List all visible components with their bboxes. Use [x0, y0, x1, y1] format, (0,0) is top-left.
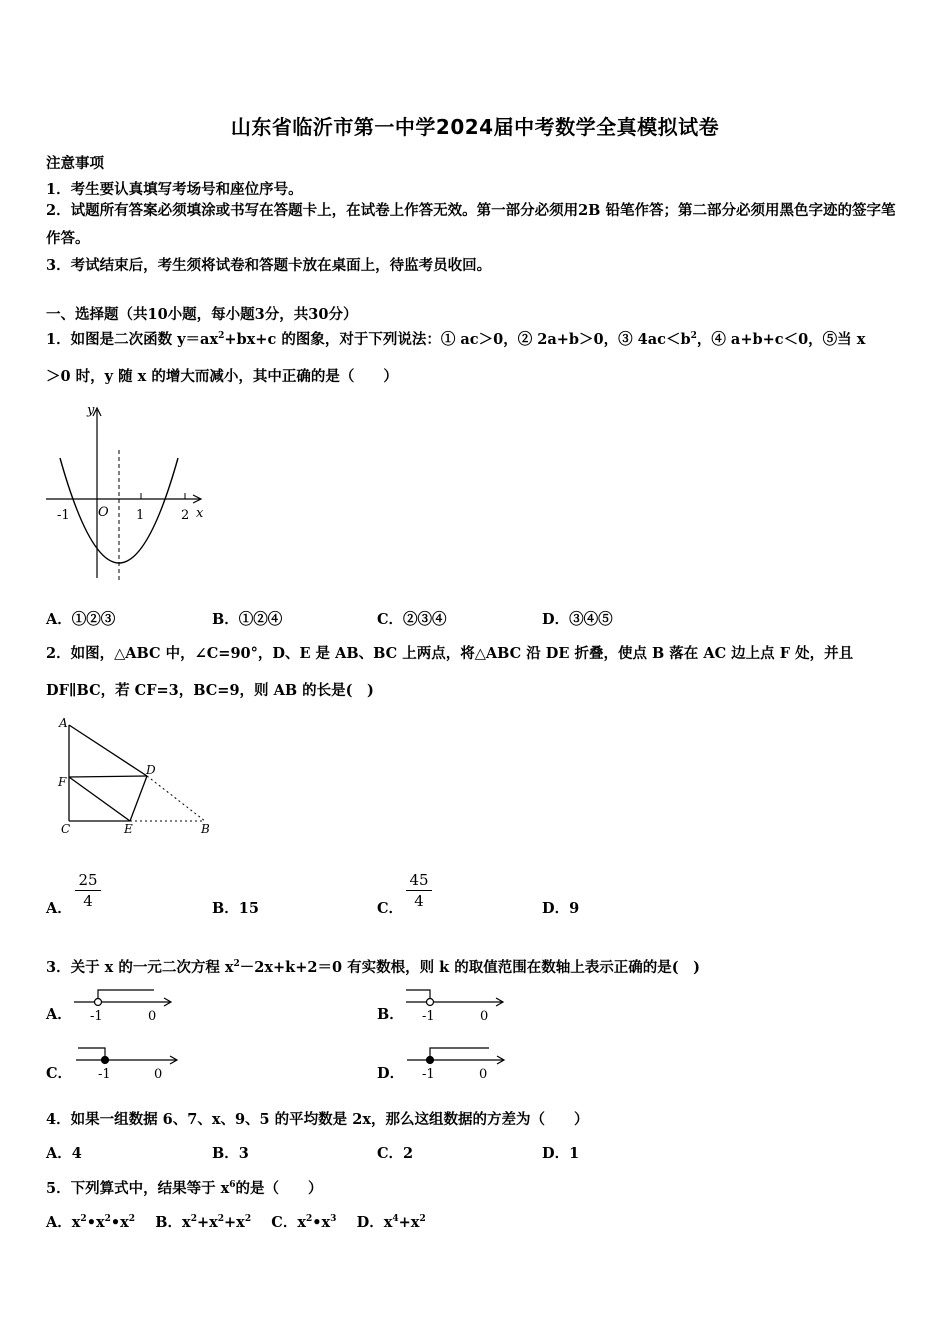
- label-f: F: [58, 775, 67, 789]
- x-label: x: [196, 506, 204, 521]
- q5-option-b[interactable]: B．$x^2+x^2+x^2$: [155, 1214, 252, 1231]
- axis-label-neg1: -1: [98, 1067, 111, 1082]
- label-a: A: [59, 716, 68, 730]
- q4-option-a[interactable]: A．4: [46, 1145, 82, 1162]
- segment-ad: [69, 725, 147, 776]
- q3-text: 3．关于 x 的一元二次方程 $x^2-2x+k+2=0$ 有实数根，则 k 的取值范围在数轴上表示正确的是( ): [46, 959, 700, 976]
- range-bracket: [98, 990, 154, 1002]
- q4-option-b[interactable]: B．3: [212, 1145, 249, 1162]
- q3-option-b-number-line[interactable]: [402, 984, 512, 1024]
- q4-text: 4．如果一组数据 6、7、x、9、5 的平均数是 2x，那么这组数据的方差为（ ）: [46, 1111, 589, 1128]
- closed-point-icon: [427, 1057, 434, 1064]
- notice-heading: 注意事项: [46, 155, 104, 172]
- section-heading: 一、选择题（共10小题，每小题3分，共30分）: [46, 306, 358, 323]
- fraction-numerator: 45: [406, 871, 432, 891]
- q3-option-a[interactable]: A．: [46, 1006, 72, 1023]
- q2-option-c-fraction: [406, 871, 432, 910]
- tick-label-neg1: -1: [57, 508, 70, 523]
- q3-option-b[interactable]: B．: [377, 1006, 404, 1023]
- open-point-icon: [95, 999, 102, 1006]
- q3-option-d[interactable]: D．: [377, 1065, 405, 1082]
- q3-option-c-number-line[interactable]: [72, 1043, 184, 1083]
- q3-option-d-number-line[interactable]: [403, 1043, 513, 1083]
- axis-label-0: 0: [479, 1067, 488, 1082]
- tick-label-1: 1: [136, 508, 145, 523]
- page-title: 山东省临沂市第一中学2024届中考数学全真模拟试卷: [230, 115, 720, 139]
- segment-db-dotted: [147, 776, 205, 821]
- notice-item-3: 3．考试结束后，考生须将试卷和答题卡放在桌面上，待监考员收回。: [46, 257, 492, 274]
- segment-fe: [69, 777, 130, 821]
- range-bracket: [78, 1048, 105, 1060]
- label-e: E: [124, 822, 133, 836]
- q2-option-c[interactable]: C．: [377, 900, 404, 917]
- axis-label-0: 0: [154, 1067, 163, 1082]
- q1-parabola-graph: [40, 398, 220, 584]
- tick-label-2: 2: [181, 508, 190, 523]
- q2-option-a[interactable]: A．: [46, 900, 72, 917]
- closed-point-icon: [102, 1057, 109, 1064]
- axis-label-neg1: -1: [90, 1009, 103, 1024]
- q2-option-d[interactable]: D．9: [542, 900, 580, 917]
- q2-option-a-fraction: [75, 871, 101, 910]
- q4-option-d[interactable]: D．1: [542, 1145, 580, 1162]
- q5-option-c[interactable]: C．$x^2•x^3$: [271, 1214, 337, 1231]
- q1-option-b[interactable]: B．①②④: [212, 611, 283, 628]
- q3-option-c[interactable]: C．: [46, 1065, 73, 1082]
- axis-label-neg1: -1: [422, 1009, 435, 1024]
- q1-option-c[interactable]: C．②③④: [377, 611, 447, 628]
- range-bracket: [430, 1048, 489, 1060]
- q2-text-line2: DF∥BC，若 CF=3，BC=9，则 AB 的长是( ): [46, 682, 374, 699]
- fraction-denominator: 4: [83, 892, 93, 910]
- label-c: C: [61, 822, 71, 836]
- segment-fd: [69, 776, 147, 777]
- q5-text: 5．下列算式中，结果等于 $x^6$的是（ ）: [46, 1180, 323, 1197]
- origin-label: O: [98, 505, 109, 520]
- fraction-numerator: 25: [75, 871, 101, 891]
- label-d: D: [146, 763, 156, 777]
- q5-option-a[interactable]: A．$x^2•x^2•x^2$: [46, 1214, 136, 1231]
- q2-text-line1: 2．如图，△ABC 中，∠C=90°，D、E 是 AB、BC 上两点，将△ABC 沿 DE 折叠，使点 B 落在 AC 边上点 F 处，并且: [46, 645, 854, 662]
- y-label: y: [87, 403, 95, 418]
- q2-option-b[interactable]: B．15: [212, 900, 259, 917]
- open-point-icon: [427, 999, 434, 1006]
- axis-label-0: 0: [480, 1009, 489, 1024]
- q4-option-c[interactable]: C．2: [377, 1145, 414, 1162]
- notice-item-2: 2．试题所有答案必须填涂或书写在答题卡上，在试卷上作答无效。第一部分必须用2B 铅笔作答；第二部分必须用黑色字迹的签字笔作答。: [46, 202, 896, 247]
- q1-option-a[interactable]: A．①②③: [46, 611, 116, 628]
- label-b: B: [201, 822, 210, 836]
- notice-item-1: 1．考生要认真填写考场号和座位序号。: [46, 181, 303, 198]
- q1-option-d[interactable]: D．③④⑤: [542, 611, 613, 628]
- q1-text-line1: 1．如图是二次函数 $y=ax^2+bx+c$ 的图象，对于下列说法：① ac＞0，② 2a+b＞0，③ $4ac<b^2$，④ a+b+c＜0，⑤当 x: [46, 331, 866, 348]
- fraction-denominator: 4: [414, 892, 424, 910]
- axis-label-0: 0: [148, 1009, 157, 1024]
- q2-triangle-figure: [55, 712, 220, 840]
- q3-option-a-number-line[interactable]: [70, 984, 180, 1024]
- axis-label-neg1: -1: [422, 1067, 435, 1082]
- segment-de: [130, 776, 147, 821]
- q5-options-row: [46, 1211, 426, 1232]
- q5-option-d[interactable]: D．$x^4+x^2$: [356, 1214, 426, 1231]
- q1-text-line2: ＞0 时，y 随 x 的增大而减小，其中正确的是（ ）: [46, 368, 398, 385]
